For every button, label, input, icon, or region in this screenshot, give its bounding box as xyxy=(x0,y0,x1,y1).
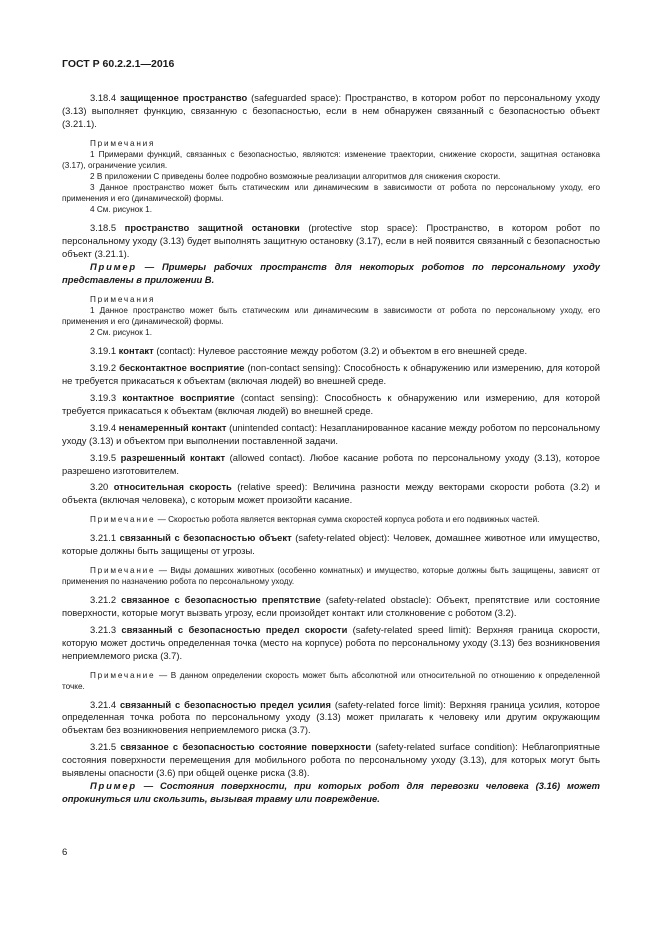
term-name: связанный с безопасностью объект xyxy=(119,532,292,544)
term-name: разрешенный контакт xyxy=(120,451,226,463)
term-definition xyxy=(62,392,600,418)
note-text: — Скоростью робота является векторная сумма скоростей корпуса робота и его подвижных частей. xyxy=(155,515,540,525)
note-text: — Виды домашних животных (особенно комнатных) и имущество, которые должны быть защищены, зависят от применения по назначению робота по персональному уходу. xyxy=(62,566,600,587)
term-definition xyxy=(62,594,600,620)
term-number: 3.20 xyxy=(90,481,114,493)
note-inline xyxy=(62,565,600,587)
term-name: связанный с безопасностью предел усилия xyxy=(119,698,331,710)
note-label: Примечание xyxy=(90,670,156,680)
definition-text: (safeguarded space): Пространство, в котором робот по персональному уходу (3.13) выполняет функцию, связанную с безопасностью, если в нем обнаружен связанный с безопасностью объект (3.21.1). xyxy=(62,92,600,129)
term-number: 3.19.2 xyxy=(90,362,120,374)
note-inline xyxy=(62,670,600,692)
example-label: Пример xyxy=(90,260,137,272)
term-definition xyxy=(62,345,600,358)
term-definition xyxy=(62,624,600,663)
example xyxy=(62,780,600,806)
note-item: 2 См. рисунок 1. xyxy=(90,328,152,338)
note-label: Примечание xyxy=(90,566,156,576)
term-name: контактное восприятие xyxy=(122,391,235,403)
note-label: Примечание xyxy=(90,515,156,525)
note-item: 4 См. рисунок 1. xyxy=(90,205,152,215)
term-definition xyxy=(62,699,600,738)
document-header: ГОСТ Р 60.2.2.1—2016 xyxy=(62,58,175,70)
definition-text: (safety-related surface condition): Неблагоприятные состояния поверхности перемещения для мобильного робота по персональному уходу (3.13), для которых могут быть выявлены опасности (3.6) при общей оценке риска (3.8). xyxy=(62,741,600,779)
term-name: связанное с безопасностью состояние поверхности xyxy=(120,741,372,753)
page-number: 6 xyxy=(62,847,68,858)
term-number: 3.19.4 xyxy=(90,421,119,433)
term-number: 3.21.3 xyxy=(90,623,122,635)
term-name: ненамеренный контакт xyxy=(118,421,227,433)
notes-heading: Примечания xyxy=(90,294,156,304)
term-definition xyxy=(62,362,600,388)
term-number: 3.21.2 xyxy=(90,594,122,606)
term-name: защищенное пространство xyxy=(119,92,248,103)
definition-text: (contact sensing): Способность к обнаружению или измерению, для которой требуется прикасаться к объектам (включая людей) во внешней среде. xyxy=(62,391,600,416)
note-item: 2 В приложении С приведены более подробно возможные реализации алгоритмов для снижения скорости. xyxy=(90,172,501,182)
example-label: Пример xyxy=(90,780,137,791)
definition-text: (safety-related object): Человек, домашнее животное или имущество, которые должны быть защищены от угрозы. xyxy=(62,532,600,557)
example-text: — Состояния поверхности, при которых робот для перевозки человека (3.16) может опрокинуться или скользить, вызывая травму или повреждение. xyxy=(62,780,600,804)
example xyxy=(62,261,600,287)
definition-text: (safety-related force limit): Верхняя граница усилия, которое определенная точка робота по персональному уходу (3.13) может прилагать к человеку или другим окружающим объектам без возникновения неприемлемого риска (3.7). xyxy=(62,698,600,736)
term-definition xyxy=(62,92,600,131)
term-number: 3.19.3 xyxy=(90,391,123,403)
definition-text: (allowed contact). Любое касание робота по персональному уходу (3.13), которое разрешено изготовителем. xyxy=(62,451,601,476)
term-name: пространство защитной остановки xyxy=(124,222,300,234)
note-inline xyxy=(62,514,600,525)
term-name: связанное с безопасностью препятствие xyxy=(121,594,321,606)
definition-text: (safety-related obstacle): Объект, препятствие или состояние поверхности, которые могут вызвать угрозу, если произойдет контакт или столкновение с роботом (3.2). xyxy=(62,594,600,618)
term-number: 3.18.4 xyxy=(90,92,120,103)
term-number: 3.18.5 xyxy=(90,222,125,234)
definition-text: (safety-related speed limit): Верхняя граница скорости, которую может достичь определенная точка (место на корпусе) робота по персональному уходу (3.13) без возникновения неприемлемого риска (3.7). xyxy=(62,623,600,661)
term-number: 3.21.4 xyxy=(90,698,120,710)
note-item: 1 Данное пространство может быть статическим или динамическим в зависимости от робота по персональному уходу, его применения и его (динамической) формы. xyxy=(62,306,600,327)
term-number: 3.21.5 xyxy=(90,741,121,753)
term-number: 3.21.1 xyxy=(90,532,120,544)
term-definition xyxy=(62,422,600,448)
term-definition xyxy=(62,452,600,478)
term-definition xyxy=(62,481,600,507)
document-body xyxy=(62,92,600,806)
term-number: 3.19.5 xyxy=(90,451,121,463)
term-name: бесконтактное восприятие xyxy=(119,362,245,374)
term-definition xyxy=(62,532,600,558)
definition-text: (relative speed): Величина разности между векторами скорости робота (3.2) и объекта (включая человека), с которым может произойти касание. xyxy=(62,481,600,506)
definition-text: (contact): Нулевое расстояние между роботом (3.2) и объектом в его внешней среде. xyxy=(153,345,528,357)
term-definition xyxy=(62,741,600,780)
term-number: 3.19.1 xyxy=(90,345,119,357)
note-text: — В данном определении скорость может быть абсолютной или относительной по отношению к определенной точке. xyxy=(62,670,600,691)
term-name: связанный с безопасностью предел скорости xyxy=(121,623,348,635)
note-item: 3 Данное пространство может быть статическим или динамическим в зависимости от робота по персональному уходу, его применения и его (динамической) формы. xyxy=(62,183,600,204)
term-name: относительная скорость xyxy=(113,481,232,493)
definition-text: (non-contact sensing): Способность к обнаружению или измерению, для которой не требуется прикасаться к объектам (включая людей) во внешней среде. xyxy=(62,362,601,387)
definition-text: (unintended contact): Незапланированное касание между роботом по персональному уходу (3.13) и объектом при выполнении поставленной задачи. xyxy=(62,421,600,446)
note-item: 1 Примерами функций, связанных с безопасностью, являются: изменение траектории, снижение скорости, защитная остановка (3.17), ограничение усилия. xyxy=(62,150,600,171)
definition-text: (protective stop space): Пространство, в котором робот по персональному уходу (3.13) будет выполнять защитную остановку (3.17), если в ней появится связанный с безопасностью объект (3.21.1). xyxy=(62,222,600,260)
term-definition xyxy=(62,222,600,261)
term-name: контакт xyxy=(118,345,154,357)
notes-heading: Примечания xyxy=(90,138,156,148)
example-text: — Примеры рабочих пространств для некоторых роботов по персональному уходу представлены в приложении В. xyxy=(62,260,600,285)
